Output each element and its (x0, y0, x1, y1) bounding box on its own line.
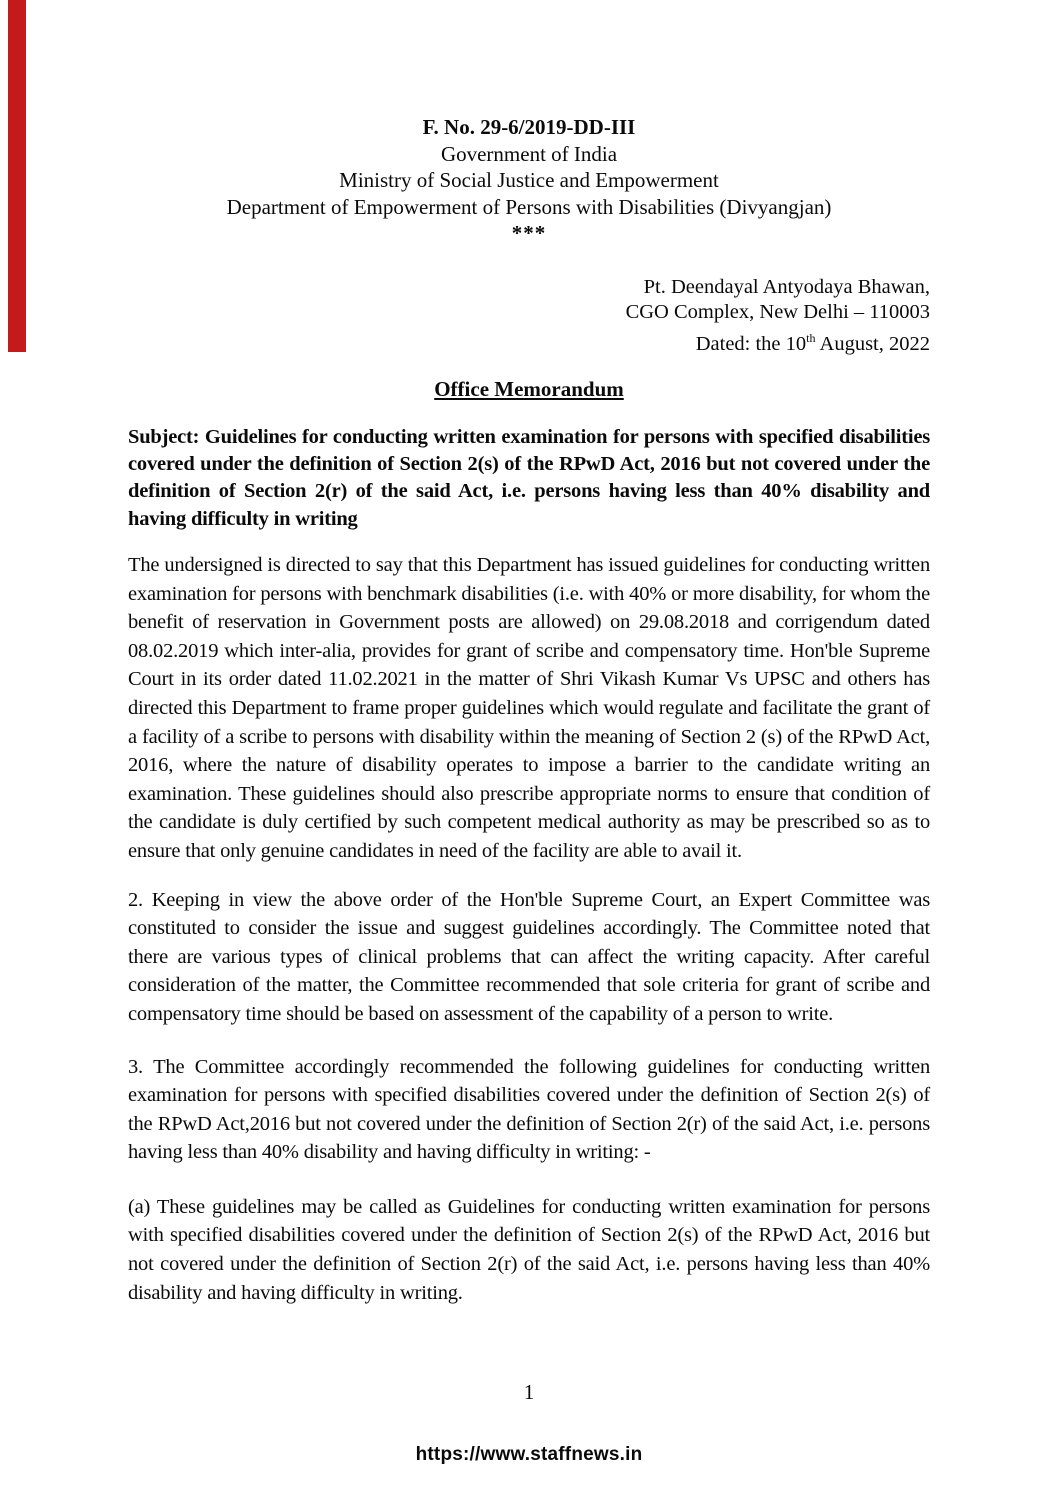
memo-content (128, 0, 930, 1307)
address-line-building: Pt. Deendayal Antyodaya Bhawan, (643, 275, 930, 298)
org-line-department: Department of Empowerment of Persons with Disabilities (Divyangjan) (226, 194, 832, 219)
date-suffix: August, 2022 (815, 332, 930, 355)
page-number: 1 (523, 1380, 535, 1404)
memo-title: Office Memorandum (434, 376, 624, 401)
date-line (128, 326, 930, 357)
letterhead (128, 114, 930, 247)
file-number: F. No. 29-6/2019-DD-III (422, 115, 636, 139)
paragraph-3: 3. The Committee accordingly recommended the following guidelines for conducting written examination for persons with specified disabilities covered under the definition of Section 2(s) of the RPwD Act,2016 but not covered under the definition of Section 2(r) of the said Act, i.e. persons having less than 40% disability and having difficulty in writing: - (128, 1055, 930, 1164)
org-line-ministry: Ministry of Social Justice and Empowerment (339, 168, 719, 192)
asterisk-separator: *** (511, 221, 547, 245)
date-ordinal-superscript: th (806, 330, 816, 345)
red-edge-strip (8, 0, 26, 352)
paragraph-a: (a) These guidelines may be called as Guidelines for conducting written examination for persons with specified disabilities covered under the definition of Section 2(s) of the RPwD Act, 2016 but not covered under the definition of Section 2(r) of the said Act, i.e. persons having less than 40% disability and having difficulty in writing. (128, 1195, 930, 1304)
website-watermark: https://www.staffnews.in (415, 1444, 643, 1465)
paragraph-2: 2. Keeping in view the above order of the Hon'ble Supreme Court, an Expert Committee was constituted to consider the issue and suggest guidelines accordingly. The Committee noted that there are various types of clinical problems that can affect the writing capacity. After careful consideration of the matter, the Committee recommended that sole criteria for grant of scribe and compensatory time should be based on assessment of the capability of a person to write. (128, 888, 930, 1025)
paragraph-1: The undersigned is directed to say that this Department has issued guidelines for conducting written examination for persons with benchmark disabilities (i.e. with 40% or more disability, for whom the benefit of reservation in Government posts are allowed) on 29.08.2018 and corrigendum dated 08.02.2019 which inter-alia, provides for grant of scribe and compensatory time. Hon'ble Supreme Court in its order dated 11.02.2021 in the matter of Shri Vikash Kumar Vs UPSC and others has directed this Department to frame proper guidelines which would regulate and facilitate the grant of a facility of a scribe to persons with disability within the meaning of Section 2 (s) of the RPwD Act, 2016, where the nature of disability operates to impose a barrier to the candidate writing an examination. These guidelines should also prescribe appropriate norms to ensure that condition of the candidate is duly certified by such competent medical authority as may be prescribed so as to ensure that only genuine candidates in need of the facility are able to avail it. (128, 554, 930, 862)
address-block (128, 275, 930, 357)
subject-paragraph: Subject: Guidelines for conducting written examination for persons with specified disabilities covered under the definition of Section 2(s) of the RPwD Act, 2016 but not covered under the definition of Section 2(r) of the said Act, i.e. persons having less than 40% disability and having difficulty in writing (128, 425, 930, 530)
date-prefix: Dated: the 10 (695, 332, 807, 355)
org-line-government: Government of India (440, 141, 618, 166)
address-line-city: CGO Complex, New Delhi – 110003 (625, 301, 930, 323)
